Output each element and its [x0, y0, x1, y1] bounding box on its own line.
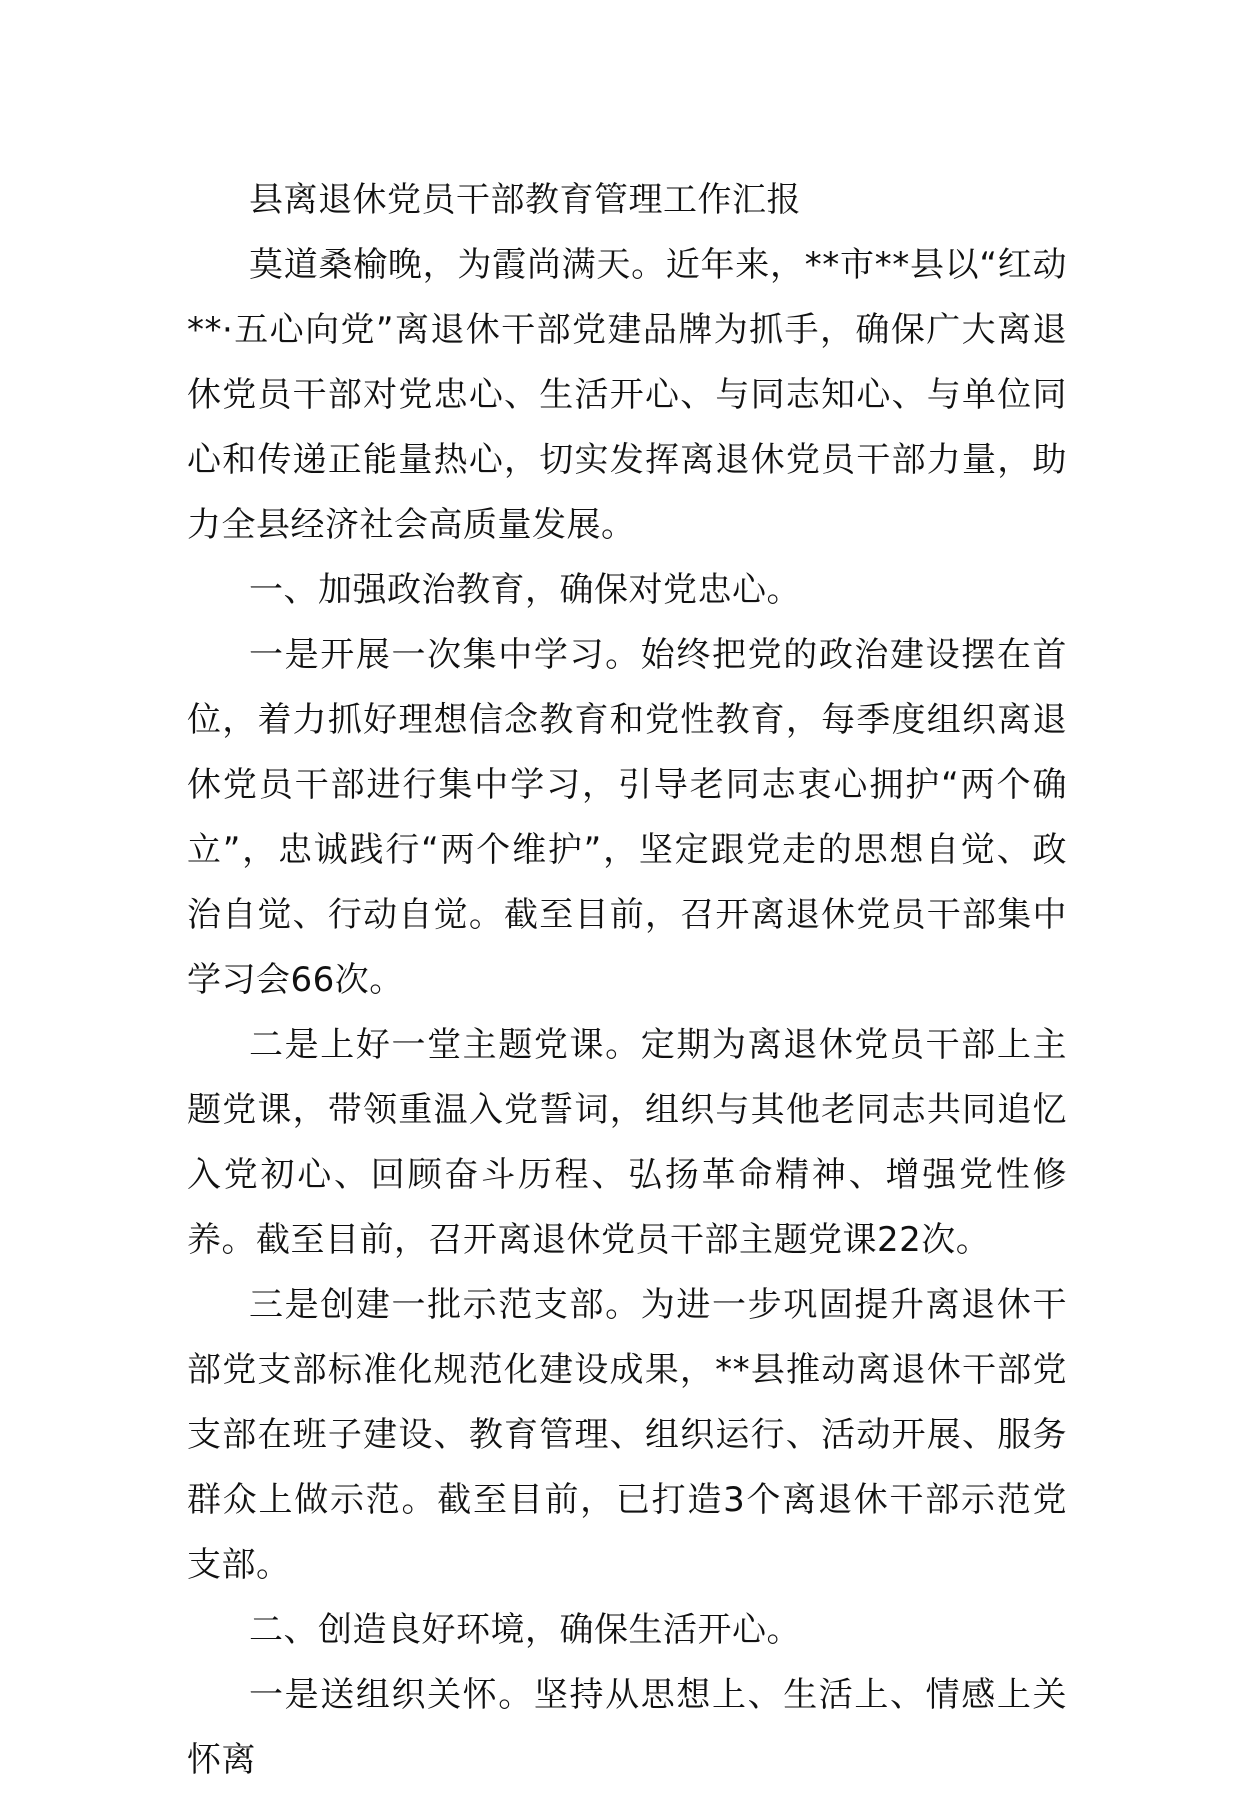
paragraph-intro: 莫道桑榆晚，为霞尚满天。近年来，**市**县以“红动**·五心向党”离退休干部党建品牌为抓手，确保广大离退休党员干部对党忠心、生活开心、与同志知心、与单位同心和传递正能量热心，切实发挥离退休党员干部力量，助力全县经济社会高质量发展。	[187, 245, 1067, 545]
section-heading-2: 二、创造良好环境，确保生活开心。	[249, 1610, 801, 1650]
document-body	[187, 168, 1067, 1793]
document-title: 县离退休党员干部教育管理工作汇报	[249, 180, 801, 220]
section-heading-1: 一、加强政治教育，确保对党忠心。	[249, 570, 801, 610]
paragraph-item-1-1: 一是开展一次集中学习。始终把党的政治建设摆在首位，着力抓好理想信念教育和党性教育，每季度组织离退休党员干部进行集中学习，引导老同志衷心拥护“两个确立”，忠诚践行“两个维护”，坚定跟党走的思想自觉、政治自觉、行动自觉。截至目前，召开离退休党员干部集中学习会66次。	[187, 635, 1067, 1000]
paragraph-item-1-3: 三是创建一批示范支部。为进一步巩固提升离退休干部党支部标准化规范化建设成果，**县推动离退休干部党支部在班子建设、教育管理、组织运行、活动开展、服务群众上做示范。截至目前，已打造3个离退休干部示范党支部。	[187, 1285, 1067, 1585]
paragraph-item-1-2: 二是上好一堂主题党课。定期为离退休党员干部上主题党课，带领重温入党誓词，组织与其他老同志共同追忆入党初心、回顾奋斗历程、弘扬革命精神、增强党性修养。截至目前，召开离退休党员干部主题党课22次。	[187, 1025, 1067, 1260]
paragraph-item-2-1: 一是送组织关怀。坚持从思想上、生活上、情感上关怀离	[187, 1675, 1067, 1780]
